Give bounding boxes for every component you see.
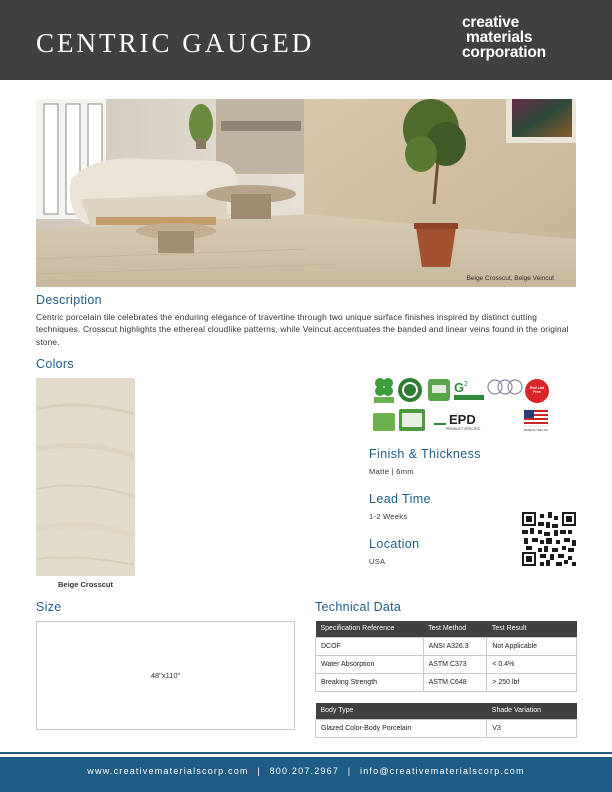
technical-heading: Technical Data xyxy=(315,600,402,614)
footer-website-link[interactable]: www.creativematerialscorp.com xyxy=(87,766,249,776)
lead-time-value: 1-2 Weeks xyxy=(369,512,408,521)
company-logo xyxy=(462,15,592,60)
table-header-cell: Test Result xyxy=(487,621,577,637)
table-cell: < 0.4% xyxy=(487,655,577,673)
location-value: USA xyxy=(369,557,386,566)
finish-value: Matte | 6mm xyxy=(369,467,414,476)
table-cell: > 250 lbf xyxy=(487,673,577,691)
red-list-label: Red List Free xyxy=(529,386,545,394)
table-cell: Glazed Color-Body Porcelain xyxy=(316,719,487,737)
table-row xyxy=(316,719,577,737)
table-row xyxy=(316,637,577,655)
table-cell: Breaking Strength xyxy=(316,673,424,691)
finish-heading: Finish & Thickness xyxy=(369,447,481,461)
usa-flag-icon xyxy=(524,410,548,426)
footer-email-link[interactable]: info@creativematerialscorp.com xyxy=(360,766,525,776)
clover-badge-icon xyxy=(374,378,394,403)
certification-badges xyxy=(372,377,572,437)
room-scene-illustration xyxy=(36,99,576,287)
greenguard-badge-icon xyxy=(428,379,450,401)
epd-label: EPD xyxy=(449,412,476,427)
epd-badge-icon xyxy=(434,423,446,425)
product-title: CENTRIC GAUGED xyxy=(36,28,315,58)
table-cell: Not Applicable xyxy=(487,637,577,655)
table-row xyxy=(316,655,577,673)
logo-line-3: corporation xyxy=(462,44,546,61)
size-diagram xyxy=(36,621,295,730)
qr-code[interactable] xyxy=(522,512,576,566)
table-cell: ASTM C648 xyxy=(423,673,487,691)
table-cell: ANSI A326.3 xyxy=(423,637,487,655)
qr-code-icon xyxy=(522,512,576,566)
footer-contact xyxy=(0,766,612,776)
table-cell: Water Absorption xyxy=(316,655,424,673)
body-type-table xyxy=(315,703,577,738)
hpd-badge-icon xyxy=(488,380,522,394)
technical-data-table xyxy=(315,621,577,692)
logo-line-1: creative xyxy=(462,14,520,31)
table-header-cell: Body Type xyxy=(316,703,487,719)
location-heading: Location xyxy=(369,537,420,551)
table-header-row xyxy=(316,703,577,719)
size-value: 48"x110" xyxy=(150,671,181,680)
recycle-badge-icon xyxy=(398,378,422,402)
footer-separator: | xyxy=(257,766,261,776)
description-text: Centric porcelain tile celebrates the enduring elegance of travertine through two unique surface finishes inspired by distinct cutting techniques. Crosscut highlights the ethereal cloudlike patterns, while Veincut accentuates the banded and linear veins found in the original stone. xyxy=(36,312,569,347)
svg-text:2: 2 xyxy=(464,381,468,388)
table-header-cell: Specification Reference xyxy=(316,621,424,637)
swatch-label: Beige Crosscut xyxy=(57,580,114,589)
table-row xyxy=(316,673,577,691)
green-square-3-icon xyxy=(399,409,425,431)
color-swatch-beige-crosscut xyxy=(36,378,135,576)
travertine-swatch-image xyxy=(37,379,135,576)
table-header-row xyxy=(316,621,577,637)
lead-time-heading: Lead Time xyxy=(369,492,431,506)
table-header-cell: Shade Variation xyxy=(487,703,577,719)
header-bar xyxy=(0,0,612,80)
hero-caption: Beige Crosscut, Beige Veincut xyxy=(466,275,554,282)
green-square-2-icon xyxy=(373,413,395,431)
table-header-cell: Test Method xyxy=(423,621,487,637)
colors-heading: Colors xyxy=(36,357,74,371)
footer-phone-link[interactable]: 800.207.2967 xyxy=(269,766,340,776)
epd-sub-label: PRODUCT SPECIFIC xyxy=(446,427,481,431)
size-heading: Size xyxy=(36,600,62,614)
footer-divider xyxy=(0,752,612,754)
svg-text:G: G xyxy=(454,380,465,395)
made-in-usa-label: MADE IN THE USA xyxy=(523,428,549,432)
footer-separator: | xyxy=(347,766,352,776)
table-cell: DCOF xyxy=(316,637,424,655)
g2-badge-icon xyxy=(454,380,484,400)
table-cell: V3 xyxy=(487,719,577,737)
table-cell: ASTM C373 xyxy=(423,655,487,673)
logo-line-2: materials xyxy=(466,29,533,46)
hero-image xyxy=(36,99,576,287)
description-heading: Description xyxy=(36,293,102,307)
